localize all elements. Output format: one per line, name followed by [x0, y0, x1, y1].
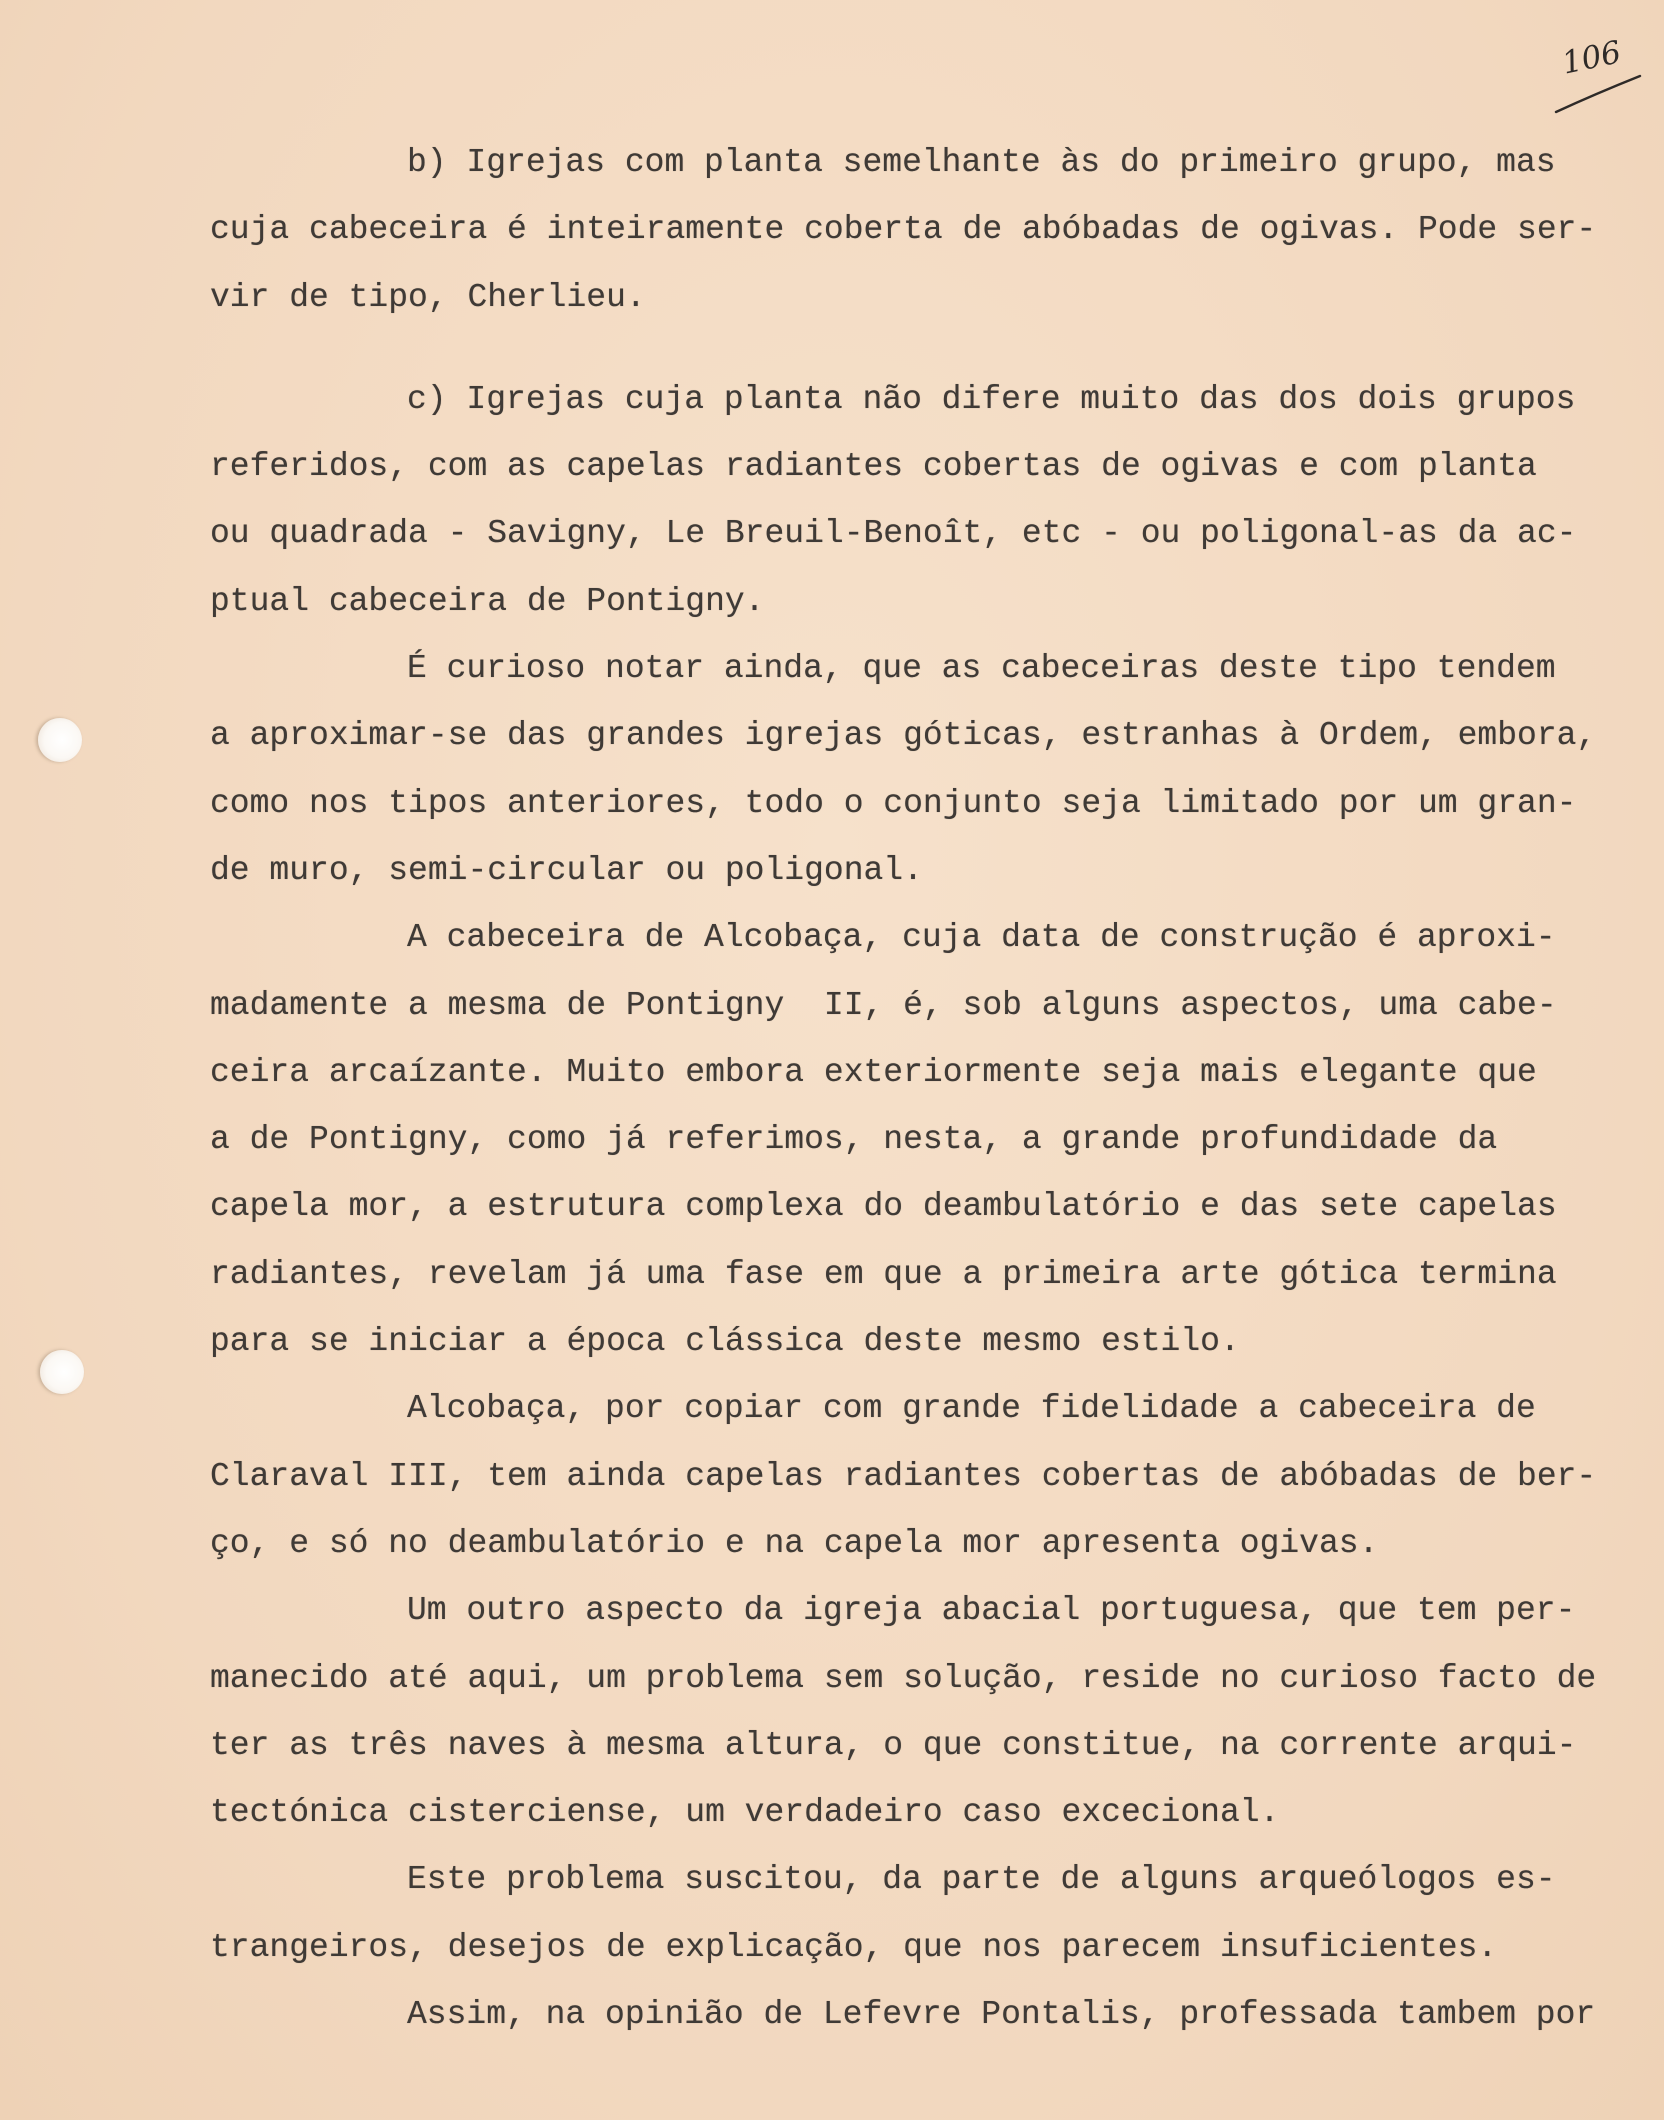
text-line: vir de tipo, Cherlieu. [210, 278, 646, 316]
paragraph [210, 1846, 1650, 1981]
text-line: cuja cabeceira é inteiramente coberta de abóbadas de ogivas. Pode ser- [210, 211, 1597, 249]
text-line: tectónica cisterciense, um verdadeiro caso excecional. [210, 1794, 1280, 1832]
text-line: referidos, com as capelas radiantes cobertas de ogivas e com planta [210, 448, 1537, 486]
text-line: a aproximar-se das grandes igrejas góticas, estranhas à Ordem, embora, [210, 717, 1597, 755]
punch-hole [40, 1350, 84, 1394]
text-line: trangeiros, desejos de explicação, que nos parecem insuficientes. [210, 1928, 1498, 1966]
paragraph-b [210, 129, 1650, 331]
text-line: Um outro aspecto da igreja abacial portuguesa, que tem per- [407, 1592, 1576, 1630]
text-line: c) Igrejas cuja planta não difere muito das dos dois grupos [407, 380, 1576, 418]
text-line: Claraval III, tem ainda capelas radiantes cobertas de abóbadas de ber- [210, 1457, 1597, 1495]
text-line: ter as três naves à mesma altura, o que constitue, na corrente arqui- [210, 1726, 1577, 1764]
text-line: a de Pontigny, como já referimos, nesta, a grande profundidade da [210, 1121, 1498, 1159]
paragraph [210, 1375, 1650, 1577]
text-line: de muro, semi-circular ou poligonal. [210, 851, 923, 889]
text-line: Este problema suscitou, da parte de alguns arqueólogos es- [407, 1861, 1556, 1899]
text-line: É curioso notar ainda, que as cabeceiras deste tipo tendem [407, 650, 1556, 688]
text-line: ceira arcaízante. Muito embora exteriormente seja mais elegante que [210, 1053, 1537, 1091]
page-number: 106 [1558, 34, 1625, 82]
text-line: capela mor, a estrutura complexa do deambulatório e das sete capelas [210, 1188, 1557, 1226]
paragraph [210, 1981, 1650, 2048]
text-line: manecido até aqui, um problema sem solução, reside no curioso facto de [210, 1659, 1597, 1697]
page-number-underline [1550, 62, 1650, 122]
text-line: b) Igrejas com planta semelhante às do primeiro grupo, mas [407, 144, 1556, 181]
text-line: Assim, na opinião de Lefevre Pontalis, professada tambem por [407, 1996, 1596, 2034]
body-text [210, 129, 1650, 2048]
text-line: para se iniciar a época clássica deste mesmo estilo. [210, 1323, 1240, 1361]
text-line: Alcobaça, por copiar com grande fidelidade a cabeceira de [407, 1390, 1536, 1428]
text-line: ou quadrada - Savigny, Le Breuil-Benoît, etc - ou poligonal-as da ac- [210, 515, 1577, 553]
text-line: A cabeceira de Alcobaça, cuja data de construção é aproxi- [407, 919, 1556, 957]
paragraph [210, 1577, 1650, 1846]
paragraph [210, 635, 1650, 904]
text-line: ço, e só no deambulatório e na capela mor apresenta ogivas. [210, 1524, 1379, 1562]
text-line: madamente a mesma de Pontigny II, é, sob alguns aspectos, uma cabe- [210, 986, 1557, 1024]
paragraph-c [210, 366, 1650, 635]
punch-hole [38, 718, 82, 762]
text-line: como nos tipos anteriores, todo o conjunto seja limitado por um gran- [210, 784, 1577, 822]
text-line: ptual cabeceira de Pontigny. [210, 582, 765, 620]
text-line: radiantes, revelam já uma fase em que a primeira arte gótica termina [210, 1255, 1557, 1293]
paragraph [210, 904, 1650, 1375]
